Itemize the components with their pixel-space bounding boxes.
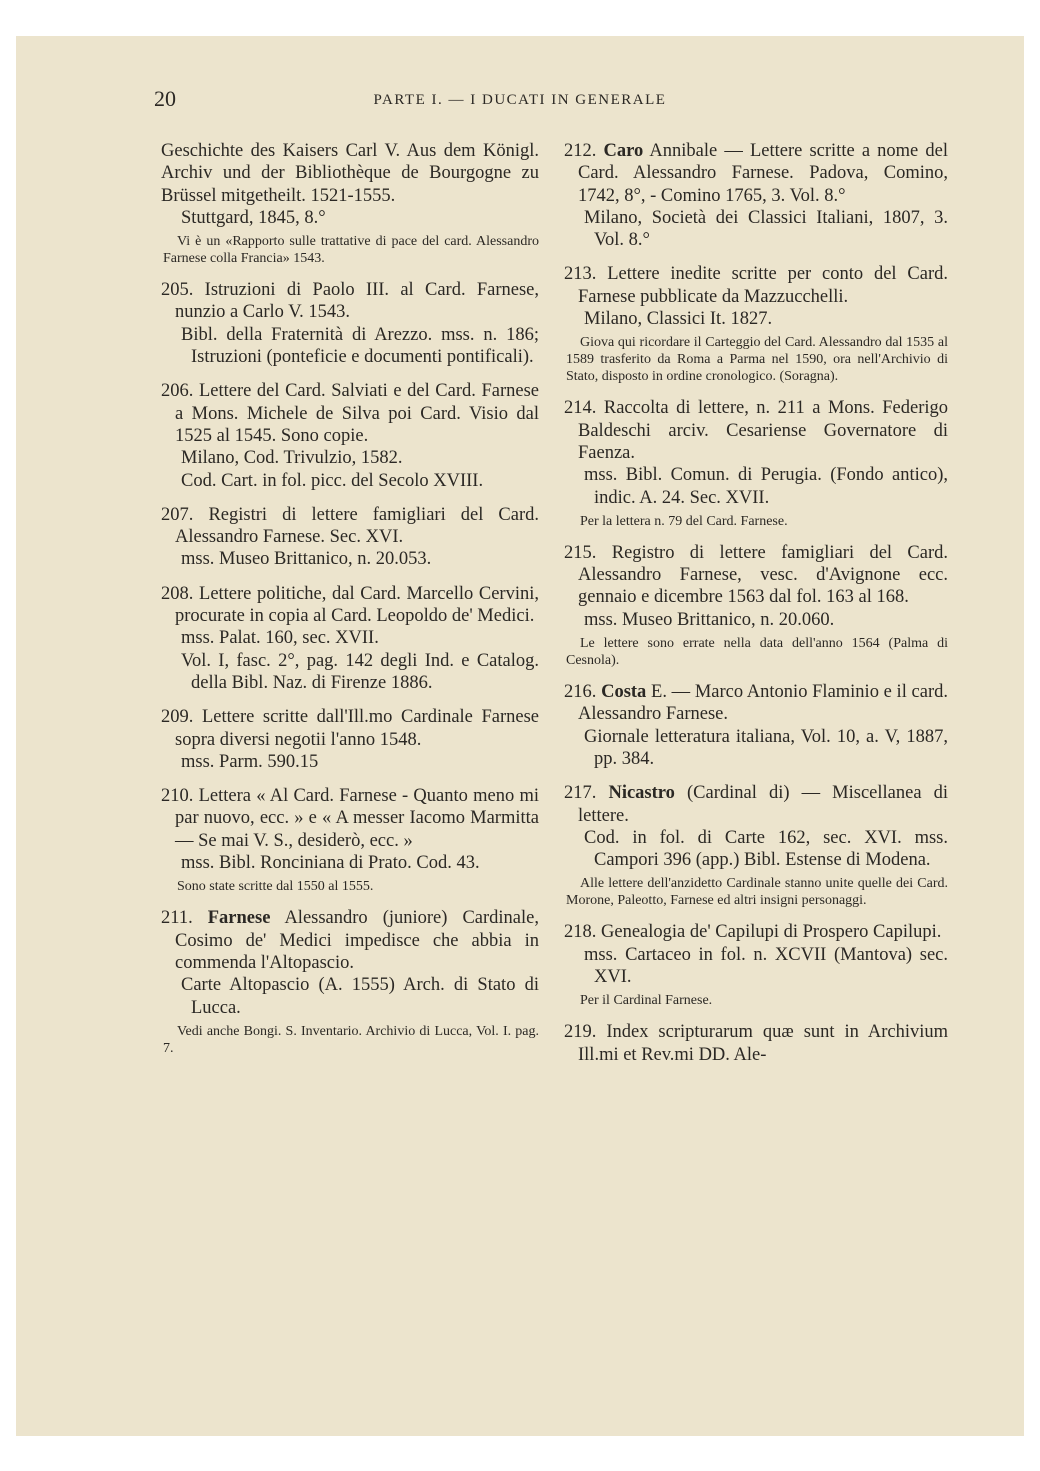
entry-text: Registri di lettere famigliari del Card. Alessandro Farnese. Sec. XVI. (175, 504, 539, 548)
entry-location: Carte Altopascio (A. 1555) Arch. di Stato di Lucca. (181, 975, 539, 1018)
entry-location: Milano, Società dei Classici Italiani, 1807, 3. Vol. 8.° (584, 207, 948, 251)
entry-location: mss. Museo Brittanico, n. 20.060. (584, 609, 835, 630)
entry-text: Annibale — Lettere scritte a nome del Card. Alessandro Farnese. Padova, Comino, 1742, 8°, - Comino 1765, 3. Vol. 8.° (578, 141, 949, 206)
entry-continuation (161, 140, 539, 267)
entry-text: Lettere del Card. Salviati e del Card. Farnese a Mons. Michele de Silva poi Card. Visio dal 1525 al 1545. Sono copie. (175, 381, 539, 446)
entry-number: 213. (564, 264, 597, 285)
entry-location: Stuttgard, 1845, 8.° (181, 207, 326, 228)
entry-location: mss. Parm. 590.15 (181, 751, 319, 772)
entry-number: 205. (161, 280, 194, 301)
entry-208 (161, 583, 539, 694)
entry-218 (564, 921, 948, 1009)
page-header (16, 86, 1024, 116)
page-number: 20 (154, 86, 176, 111)
entry-text: Genealogia de' Capilupi di Prospero Capilupi. (601, 922, 942, 943)
entry-location: mss. Bibl. Comun. di Perugia. (Fondo antico), indic. A. 24. Sec. XVII. (584, 465, 948, 508)
entry-note: Le lettere sono errate nella data dell'anno 1564 (Palma di Cesnola). (566, 636, 948, 669)
entry-219 (564, 1021, 948, 1066)
entry-note: Per la lettera n. 79 del Card. Farnese. (580, 513, 788, 529)
book-page (16, 36, 1024, 1436)
right-column (564, 140, 948, 1078)
entry-207 (161, 504, 539, 571)
entry-location: mss. Cartaceo in fol. n. XCVII (Mantova) sec. XVI. (584, 944, 948, 988)
entry-number: 207. (161, 504, 194, 525)
entry-location: mss. Bibl. Ronciniana di Prato. Cod. 43. (181, 853, 480, 874)
entry-note: Alle lettere dell'anzidetto Cardinale stanno unite quelle dei Card. Morone, Paleotto, Farnese ed altri insigni personaggi. (566, 876, 948, 909)
entry-name: Nicastro (608, 783, 675, 804)
left-column (161, 140, 539, 1069)
entry-location: Milano, Cod. Trivulzio, 1582. (181, 448, 403, 469)
entry-note: Vedi anche Bongi. S. Inventario. Archivio di Lucca, Vol. I. pag. 7. (163, 1023, 539, 1056)
entry-213 (564, 263, 948, 385)
entry-215 (564, 542, 948, 669)
entry-text: (Cardinal di) — Miscellanea di lettere. (578, 783, 949, 826)
running-title: PARTE I. — I DUCATI IN GENERALE (373, 92, 667, 108)
entry-name: Costa (601, 682, 647, 703)
entry-206 (161, 380, 539, 491)
entry-number: 216. (564, 682, 597, 703)
entry-text: E. — Marco Antonio Flaminio e il card. Alessandro Farnese. (578, 682, 948, 725)
entry-209 (161, 706, 539, 773)
entry-text: Istruzioni di Paolo III. al Card. Farnese, nunzio a Carlo V. 1543. (175, 280, 540, 323)
entry-217 (564, 782, 948, 909)
entry-205 (161, 279, 539, 368)
entry-location: Giornale letteratura italiana, Vol. 10, a. V, 1887, pp. 384. (584, 726, 948, 769)
entry-text: Alessandro (juniore) Cardinale, Cosimo de' Medici impedisce che abbia in commenda l'Altopascio. (175, 908, 539, 973)
entry-number: 215. (564, 542, 597, 563)
entry-text: Geschichte des Kaisers Carl V. Aus dem Königl. Archiv und der Bibliothèque de Bourgogne zu Brüssel mitgetheilt. 1521-1555. (161, 141, 539, 206)
entry-number: 211. (161, 908, 193, 929)
entry-note: Sono state scritte dal 1550 al 1555. (177, 879, 374, 895)
entry-location: Milano, Classici It. 1827. (584, 309, 773, 330)
entry-location: mss. Palat. 160, sec. XVII. (181, 628, 379, 649)
entry-number: 209. (161, 707, 194, 728)
entry-text: Registro di lettere famigliari del Card. Alessandro Farnese, vesc. d'Avignone ecc. gennaio e dicembre 1563 dal fol. 163 al 168. (578, 542, 948, 608)
entry-number: 219. (564, 1022, 597, 1043)
entry-location: mss. Museo Brittanico, n. 20.053. (181, 549, 432, 570)
entry-note: Giova qui ricordare il Carteggio del Card. Alessandro dal 1535 al 1589 trasferito da Roma a Parma nel 1590, ora nell'Archivio di Stato, disposto in ordine cronologico. (Soragna). (566, 335, 948, 385)
entry-211 (161, 907, 539, 1056)
entry-location: Bibl. della Fraternità di Arezzo. mss. n. 186; Istruzioni (ponteficie e documenti pontificali). (181, 324, 539, 368)
entry-text: Lettere inedite scritte per conto del Card. Farnese pubblicate da Mazzucchelli. (578, 264, 948, 307)
entry-text: Index scripturarum quæ sunt in Archivium Ill.mi et Rev.mi DD. Ale- (578, 1022, 948, 1065)
entry-location: Cod. in fol. di Carte 162, sec. XVI. mss. Campori 396 (app.) Bibl. Estense di Modena. (584, 827, 948, 871)
entry-text: Lettere scritte dall'Ill.mo Cardinale Farnese sopra diversi negotii l'anno 1548. (175, 707, 539, 750)
entry-214 (564, 397, 948, 529)
entry-name: Farnese (207, 908, 271, 929)
entry-212 (564, 140, 948, 251)
entry-text: Lettera « Al Card. Farnese - Quanto meno mi par nuovo, ecc. » e « A messer Iacomo Marmitta — Se mai V. S., desiderò, ecc. » (175, 786, 540, 851)
entry-number: 212. (564, 141, 597, 161)
entry-210 (161, 785, 539, 895)
entry-location-2: Vol. I, fasc. 2°, pag. 142 degli Ind. e Catalog. della Bibl. Naz. di Firenze 1886. (181, 650, 539, 693)
entry-number: 208. (161, 583, 194, 604)
entry-name: Caro (603, 141, 644, 161)
entry-text: Raccolta di lettere, n. 211 a Mons. Federigo Baldeschi arciv. Cesariense Governatore di Faenza. (578, 398, 948, 463)
entry-number: 218. (564, 922, 597, 943)
entry-note: Vi è un «Rapporto sulle trattative di pace del card. Alessandro Farnese colla Francia» 1543. (163, 234, 539, 267)
entry-number: 217. (564, 783, 597, 804)
entry-216 (564, 681, 948, 770)
entry-number: 210. (161, 786, 194, 807)
entry-note: Per il Cardinal Farnese. (580, 993, 713, 1009)
entry-location-2: Cod. Cart. in fol. picc. del Secolo XVIII. (181, 470, 484, 491)
entry-number: 206. (161, 381, 194, 402)
entry-text: Lettere politiche, dal Card. Marcello Cervini, procurate in copia al Card. Leopoldo de' Medici. (175, 583, 540, 627)
entry-number: 214. (564, 398, 597, 419)
